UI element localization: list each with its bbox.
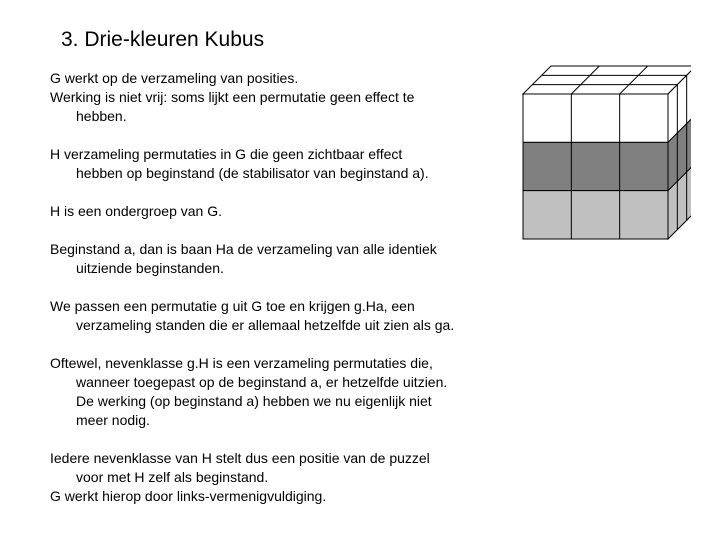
text-line: Beginstand a, dan is baan Ha de verzameling van alle identiek — [50, 241, 437, 257]
cube-top-face — [523, 66, 691, 94]
text-line: hebben. — [76, 108, 127, 124]
text-line: hebben op beginstand (de stabilisator van beginstand a). — [76, 165, 429, 181]
text-line: wanneer toegepast op de beginstand a, er hetzelfde uitzien. — [76, 374, 448, 390]
paragraph — [50, 145, 520, 183]
text-line: G werkt hierop door links-vermenigvuldiging. — [50, 488, 327, 504]
text-line: De werking (op beginstand a) hebben we nu eigenlijk niet — [76, 393, 432, 409]
text-line: Werking is niet vrij: soms lijkt een permutatie geen effect te — [50, 89, 415, 105]
paragraph — [50, 354, 520, 430]
text-line: G werkt op de verzameling van posities. — [50, 70, 299, 86]
slide-title: 3. Drie-kleuren Kubus — [61, 28, 265, 51]
paragraph — [50, 449, 520, 506]
paragraph — [50, 240, 520, 278]
text-line: H is een ondergroep van G. — [50, 203, 222, 219]
text-line: Iedere nevenklasse van H stelt dus een positie van de puzzel — [50, 450, 430, 466]
paragraph — [50, 297, 520, 335]
cube-front-layer-1 — [523, 94, 668, 142]
paragraph — [50, 69, 520, 126]
text-line: meer nodig. — [76, 412, 150, 428]
text-line: Oftewel, nevenklasse g.H is een verzameling permutaties die, — [50, 355, 433, 371]
paragraph — [50, 202, 520, 221]
text-line: verzameling standen die er allemaal hetzelfde uit zien als ga. — [76, 317, 455, 333]
cube-front-layer-2 — [523, 142, 668, 190]
body-text — [50, 69, 520, 525]
three-color-cube-illustration — [519, 62, 691, 258]
text-line: We passen een permutatie g uit G toe en krijgen g.Ha, een — [50, 298, 415, 314]
text-line: H verzameling permutaties in G die geen zichtbaar effect — [50, 146, 403, 162]
text-line: uitziende beginstanden. — [76, 260, 224, 276]
cube-front-layer-3 — [523, 191, 668, 239]
text-line: voor met H zelf als beginstand. — [76, 469, 269, 485]
